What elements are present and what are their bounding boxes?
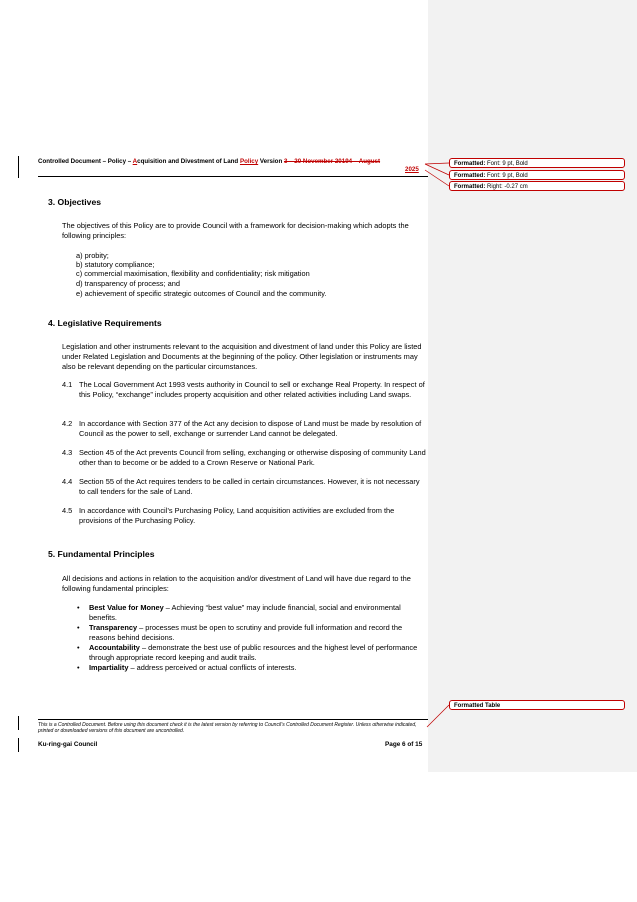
bullet-icon: • (77, 643, 80, 652)
section-heading: 4. Legislative Requirements (48, 318, 162, 328)
bullet-term: Accountability (89, 643, 140, 652)
section-heading: 5. Fundamental Principles (48, 549, 155, 559)
bullet-term: Transparency (89, 623, 138, 632)
clause-number: 4.1 (62, 380, 73, 389)
clause-text: The Local Government Act 1993 vests authority in Council to sell or exchange Real Property. In respect of this Policy, “exchange” includes property acquisition and other related activities including Land swaps. (79, 380, 425, 399)
comment-balloon[interactable] (449, 158, 625, 168)
header-insertion: Policy (239, 158, 259, 165)
bullet-text: – Achieving “best value” may include financial, social and environmental benefits. (89, 603, 401, 622)
list-item: b) statutory compliance; (76, 260, 155, 269)
bullet-item (89, 623, 427, 643)
header-version-insertion: 2025 (405, 166, 419, 173)
comment-label: Formatted: (454, 184, 486, 190)
comment-value: Right: -0.27 cm (487, 184, 528, 190)
comment-label: Formatted: (454, 161, 486, 167)
footer-rule (38, 719, 428, 720)
comment-balloon[interactable] (449, 700, 625, 710)
footer-note: This is a Controlled Document. Before using this document check it is the latest version by referring to Council’s Controlled Document Register. Unless otherwise indicated, printed or downloaded versions of this document are uncontrolled. (38, 722, 417, 734)
clause-text: Section 45 of the Act prevents Council from selling, exchanging or otherwise disposing of community Land other than to become or be added to a Crown Reserve or National Park. (79, 448, 426, 467)
comment-balloon[interactable] (449, 170, 625, 180)
bullet-text: – address perceived or actual conflicts of interests. (128, 663, 297, 672)
list-item: e) achievement of specific strategic outcomes of Council and the community. (76, 289, 327, 298)
list-item: c) commercial maximisation, flexibility and confidentiality; risk mitigation (76, 269, 310, 278)
bullet-item (89, 603, 427, 623)
header-insertion: A (132, 158, 138, 165)
paragraph: All decisions and actions in relation to the acquisition and/or divestment of Land will have due regard to the following fundamental principles: (62, 574, 411, 593)
clause-number: 4.2 (62, 419, 73, 428)
header-prefix: Controlled Document – Policy – (38, 158, 133, 165)
clause-text: Section 55 of the Act requires tenders to be called in certain circumstances. However, it is not necessary to call tenders for the sale of Land. (79, 477, 420, 496)
bullet-icon: • (77, 603, 80, 612)
bullet-term: Best Value for Money (89, 603, 164, 612)
clause-number: 4.3 (62, 448, 73, 457)
clause-number: 4.5 (62, 506, 73, 515)
section-heading: 3. Objectives (48, 197, 102, 207)
header-title: cquisition and Divestment of Land (137, 158, 240, 165)
comment-balloon[interactable] (449, 181, 625, 191)
header-version-label: Version (258, 158, 284, 165)
clause-text: In accordance with Section 377 of the Act any decision to dispose of Land must be made by resolution of Council as the power to sell, exchange or surrender Land cannot be delegated. (79, 419, 422, 438)
page-number: Page 6 of 15 (385, 741, 423, 748)
comment-value: Font: 9 pt, Bold (487, 161, 528, 167)
comment-label: Formatted Table (454, 703, 501, 709)
list-item: a) probity; (76, 251, 109, 260)
paragraph: The objectives of this Policy are to provide Council with a framework for decision-making which adopts the following principles: (62, 221, 409, 240)
bullet-icon: • (77, 663, 80, 672)
bullet-item (89, 663, 427, 673)
list-item: d) transparency of process; and (76, 279, 180, 288)
footer-organisation: Ku-ring-gai Council (38, 741, 98, 748)
clause-number: 4.4 (62, 477, 73, 486)
comment-value: Font: 9 pt, Bold (487, 173, 528, 179)
paragraph: Legislation and other instruments relevant to the acquisition and divestment of land under this Policy are listed under Related Legislation and Documents at the beginning of the policy. Other legislation or instruments may also be relevant depending on the particular circumstances. (62, 342, 422, 371)
header-deletion: 3 – 20 November 20194 – August (283, 158, 381, 165)
bullet-term: Impartiality (89, 663, 129, 672)
bullet-icon: • (77, 623, 80, 632)
bullet-item (89, 643, 427, 663)
bullet-text: – demonstrate the best use of public resources and the highest level of performance through appropriate record keeping and audit trails. (89, 643, 418, 662)
comment-label: Formatted: (454, 173, 486, 179)
bullet-text: – processes must be open to scrutiny and provide full information and record the reasons behind decisions. (89, 623, 403, 642)
clause-text: In accordance with Council’s Purchasing Policy, Land acquisition activities are excluded from the provisions of the Purchasing Policy. (79, 506, 395, 525)
